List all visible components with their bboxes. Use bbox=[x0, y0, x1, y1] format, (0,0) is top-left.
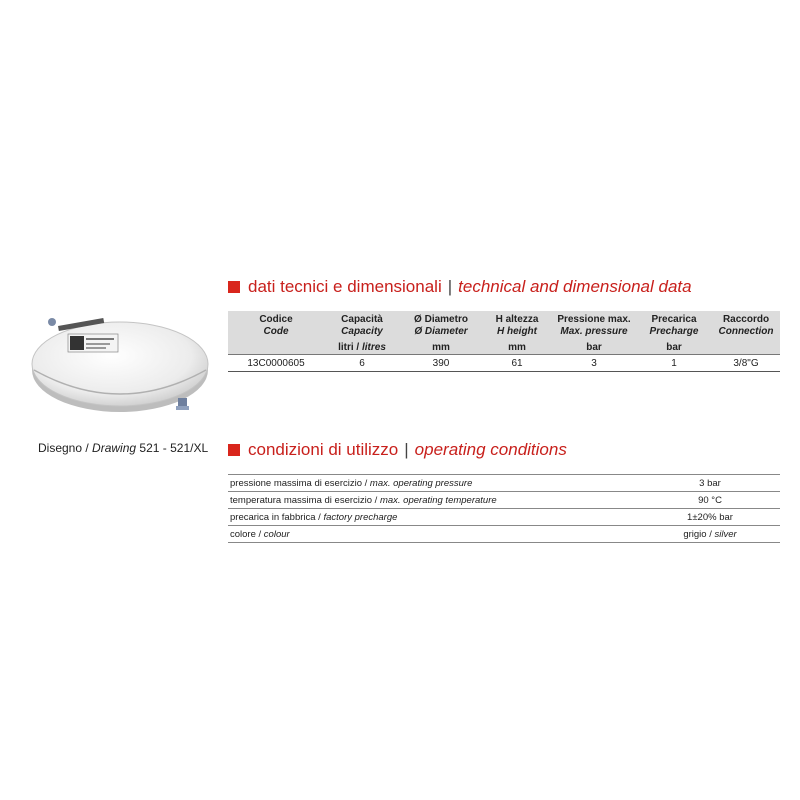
cell-pressure: 3 bbox=[552, 355, 636, 372]
conditions-title-it: condizioni di utilizzo bbox=[248, 440, 399, 459]
table-row bbox=[228, 509, 780, 526]
header-height: H altezza H height bbox=[482, 311, 552, 340]
conditions-title-en: operating conditions bbox=[414, 440, 567, 459]
header-precharge: Precarica Precharge bbox=[636, 311, 712, 340]
technical-title-en: technical and dimensional data bbox=[458, 277, 692, 296]
table-row bbox=[228, 492, 780, 509]
unit-diameter: mm bbox=[400, 340, 482, 355]
condition-value: 1±20% bar bbox=[638, 509, 780, 526]
expansion-vessel-image bbox=[28, 312, 213, 422]
table-row bbox=[228, 475, 780, 492]
red-square-icon bbox=[228, 281, 240, 293]
header-capacity: Capacità Capacity bbox=[324, 311, 400, 340]
condition-value: 3 bar bbox=[638, 475, 780, 492]
drawing-caption bbox=[38, 441, 208, 455]
caption-prefix: Disegno / bbox=[38, 441, 89, 455]
title-separator: | bbox=[447, 277, 453, 296]
condition-label: precarica in fabbrica / factory precharge bbox=[228, 509, 638, 526]
caption-italic: Drawing bbox=[92, 441, 137, 455]
cell-code: 13C0000605 bbox=[228, 355, 324, 372]
unit-height: mm bbox=[482, 340, 552, 355]
condition-label: temperatura massima di esercizio / max. operating temperature bbox=[228, 492, 638, 509]
technical-data-table bbox=[228, 311, 780, 372]
unit-connection bbox=[712, 340, 780, 355]
red-square-icon bbox=[228, 444, 240, 456]
table-row bbox=[228, 526, 780, 543]
unit-precharge: bar bbox=[636, 340, 712, 355]
condition-label: colore / colour bbox=[228, 526, 638, 543]
header-code: Codice Code bbox=[228, 311, 324, 340]
cell-precharge: 1 bbox=[636, 355, 712, 372]
cell-capacity: 6 bbox=[324, 355, 400, 372]
technical-title-it: dati tecnici e dimensionali bbox=[248, 277, 442, 296]
cell-connection: 3/8"G bbox=[712, 355, 780, 372]
header-connection: Raccordo Connection bbox=[712, 311, 780, 340]
technical-section-title bbox=[228, 277, 692, 297]
caption-suffix: 521 - 521/XL bbox=[139, 441, 209, 455]
cell-diameter: 390 bbox=[400, 355, 482, 372]
header-pressure: Pressione max. Max. pressure bbox=[552, 311, 636, 340]
unit-capacity: litri / litres bbox=[324, 340, 400, 355]
cell-height: 61 bbox=[482, 355, 552, 372]
table-row bbox=[228, 355, 780, 372]
title-separator: | bbox=[404, 440, 409, 459]
operating-conditions-table bbox=[228, 474, 780, 543]
condition-label: pressione massima di esercizio / max. operating pressure bbox=[228, 475, 638, 492]
condition-value: 90 °C bbox=[638, 492, 780, 509]
table-header-row bbox=[228, 311, 780, 340]
unit-pressure: bar bbox=[552, 340, 636, 355]
unit-code bbox=[228, 340, 324, 355]
table-units-row bbox=[228, 340, 780, 355]
conditions-section-title bbox=[228, 440, 567, 460]
condition-value: grigio / silver bbox=[638, 526, 780, 543]
header-diameter: Ø Diametro Ø Diameter bbox=[400, 311, 482, 340]
